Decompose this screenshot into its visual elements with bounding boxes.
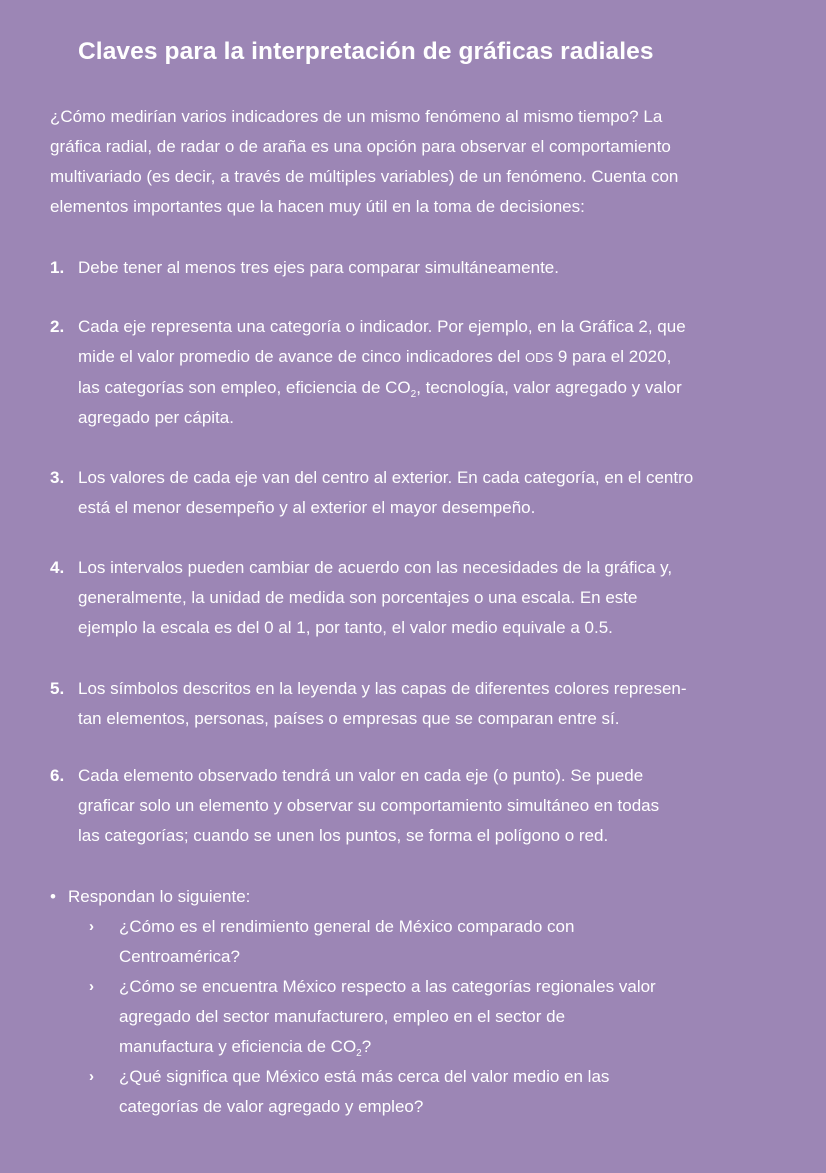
intro-line: gráfica radial, de radar o de araña es una opción para observar el comportamiento	[50, 137, 671, 156]
item-line	[78, 373, 686, 403]
bullet-icon: •	[50, 887, 56, 906]
item-line: está el menor desempeño y al exterior el mayor desempeño.	[78, 498, 536, 517]
chevron-right-icon: ›	[89, 918, 94, 935]
text: mide el valor promedio de avance de cinco indicadores del	[78, 347, 525, 366]
item-line: Los valores de cada eje van del centro al exterior. En cada categoría, en el centro	[78, 468, 694, 487]
chevron-right-icon: ›	[89, 978, 94, 995]
item-line: ejemplo la escala es del 0 al 1, por tanto, el valor medio equivale a 0.5.	[78, 618, 613, 637]
item-line: Cada elemento observado tendrá un valor en cada eje (o punto). Se puede	[78, 766, 644, 785]
text: manufactura y eficiencia de CO	[119, 1037, 357, 1056]
text: 9 para el 2020,	[553, 347, 672, 366]
item-line: graficar solo un elemento y observar su comportamiento simultáneo en todas	[78, 796, 660, 815]
question-line	[119, 1032, 656, 1062]
intro-line: ¿Cómo medirían varios indicadores de un mismo fenómeno al mismo tiempo? La	[50, 107, 663, 126]
subscript: 2	[410, 389, 417, 400]
question-line: agregado del sector manufacturero, empleo en el sector de	[119, 1007, 566, 1026]
question-line: ¿Cómo es el rendimiento general de México comparado con	[119, 917, 575, 936]
text: , tecnología, valor agregado y valor	[416, 378, 682, 397]
activity-label: Respondan lo siguiente:	[68, 887, 251, 906]
item-line: Los intervalos pueden cambiar de acuerdo con las necesidades de la gráfica y,	[78, 558, 673, 577]
page-title: Claves para la interpretación de gráficas radiales	[78, 38, 654, 65]
text: las categorías son empleo, eficiencia de CO	[78, 378, 411, 397]
chevron-right-icon: ›	[89, 1068, 94, 1085]
question-line: Centroamérica?	[119, 947, 240, 966]
ods-abbreviation: ODS	[524, 350, 554, 365]
item-number: 3.	[50, 468, 65, 487]
item-number: 6.	[50, 766, 65, 785]
item-line: agregado per cápita.	[78, 408, 234, 427]
question-line: ¿Qué significa que México está más cerca del valor medio en las	[119, 1067, 610, 1086]
intro-line: multivariado (es decir, a través de múltiples variables) de un fenómeno. Cuenta con	[50, 167, 679, 186]
text: ?	[361, 1037, 372, 1056]
item-line: generalmente, la unidad de medida son porcentajes o una escala. En este	[78, 588, 638, 607]
question-line: ¿Cómo se encuentra México respecto a las categorías regionales valor	[119, 977, 656, 996]
item-line: Debe tener al menos tres ejes para comparar simultáneamente.	[78, 258, 559, 277]
item-number: 5.	[50, 679, 65, 698]
item-line: tan elementos, personas, países o empresas que se comparan entre sí.	[78, 709, 620, 728]
item-number: 2.	[50, 317, 65, 336]
item-line	[78, 342, 686, 373]
item-line: Cada eje representa una categoría o indicador. Por ejemplo, en la Gráfica 2, que	[78, 317, 686, 336]
intro-paragraph	[50, 102, 678, 222]
subscript: 2	[356, 1048, 362, 1059]
item-line: Los símbolos descritos en la leyenda y las capas de diferentes colores represen-	[78, 679, 687, 698]
intro-line: elementos importantes que la hacen muy útil en la toma de decisiones:	[50, 197, 585, 216]
item-number: 4.	[50, 558, 65, 577]
question-line: categorías de valor agregado y empleo?	[119, 1097, 424, 1116]
item-line: las categorías; cuando se unen los puntos, se forma el polígono o red.	[78, 826, 609, 845]
item-number: 1.	[50, 258, 65, 277]
